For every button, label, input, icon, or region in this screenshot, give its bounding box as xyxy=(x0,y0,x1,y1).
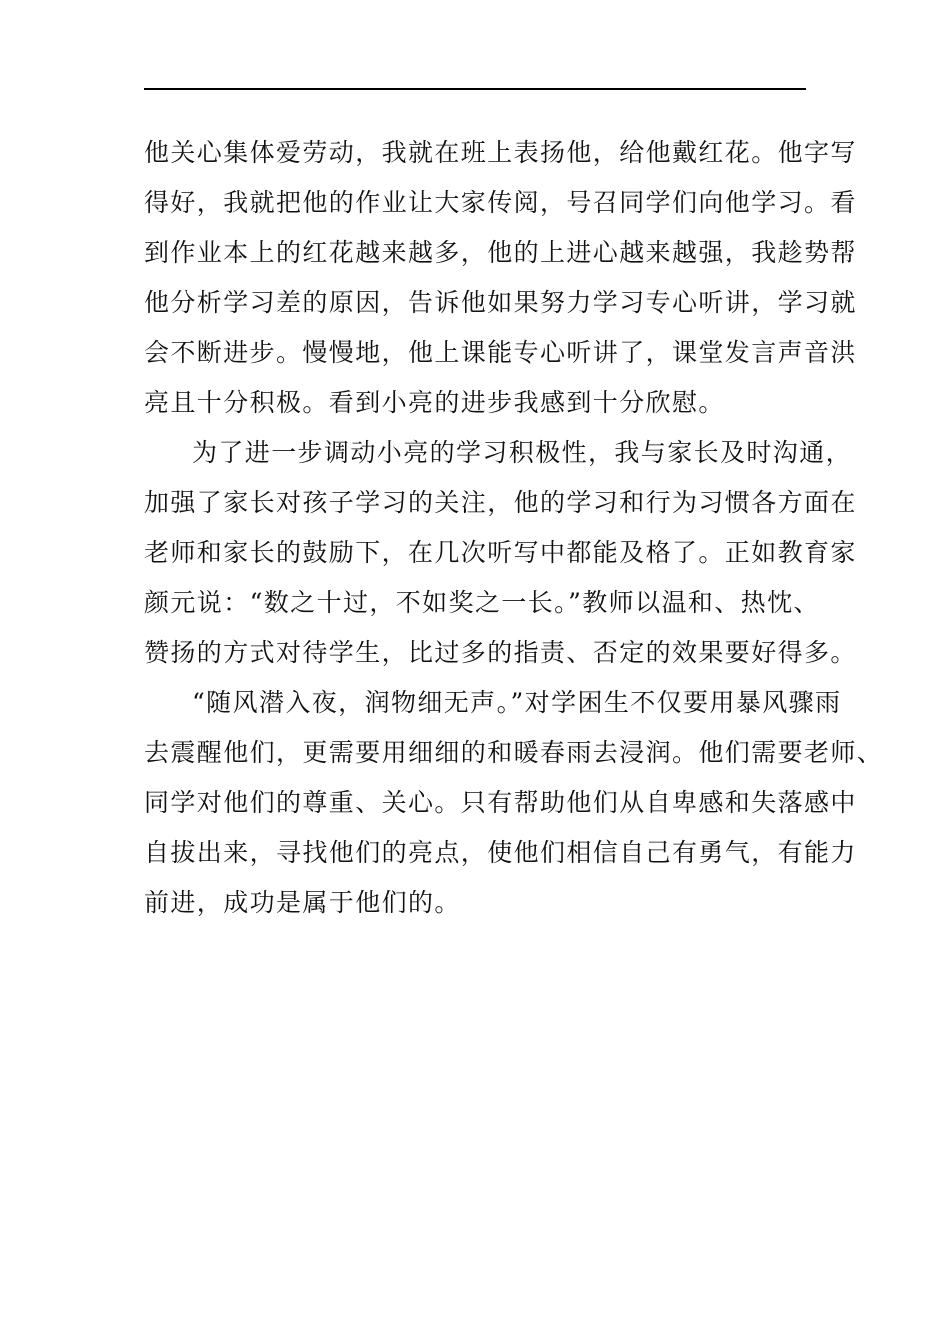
text-line: 他关心集体爱劳动，我就在班上表扬他，给他戴红花。他字写 xyxy=(144,138,857,167)
text-line: 前进，成功是属于他们的。 xyxy=(144,888,461,917)
text-line: 同学对他们的尊重、关心。只有帮助他们从自卑感和失落感中 xyxy=(144,788,857,817)
text-line: 颜元说：“数之十过，不如奖之一长。”教师以温和、热忱、 xyxy=(144,588,820,617)
text-line: 到作业本上的红花越来越多，他的上进心越来越强，我趁势帮 xyxy=(144,238,857,267)
header-rule xyxy=(144,88,806,90)
paragraph-start-line: “随风潜入夜，润物细无声。”对学困生不仅要用暴风骤雨 xyxy=(192,688,842,717)
text-line: 赞扬的方式对待学生，比过多的指责、否定的效果要好得多。 xyxy=(144,638,857,667)
text-line: 得好，我就把他的作业让大家传阅，号召同学们向他学习。看 xyxy=(144,188,857,217)
text-line: 加强了家长对孩子学习的关注，他的学习和行为习惯各方面在 xyxy=(144,488,857,517)
text-line: 老师和家长的鼓励下，在几次听写中都能及格了。正如教育家 xyxy=(144,538,857,567)
text-line: 自拔出来，寻找他们的亮点，使他们相信自己有勇气，有能力 xyxy=(144,838,857,867)
text-line: 他分析学习差的原因，告诉他如果努力学习专心听讲，学习就 xyxy=(144,288,857,317)
text-line: 会不断进步。慢慢地，他上课能专心听讲了，课堂发言声音洪 xyxy=(144,338,857,367)
body-text xyxy=(144,128,884,928)
text-line: 去震醒他们，更需要用细细的和暖春雨去浸润。他们需要老师、 xyxy=(144,738,884,767)
text-line: 亮且十分积极。看到小亮的进步我感到十分欣慰。 xyxy=(144,388,725,417)
paragraph-start-line: 为了进一步调动小亮的学习积极性，我与家长及时沟通， xyxy=(192,438,853,467)
